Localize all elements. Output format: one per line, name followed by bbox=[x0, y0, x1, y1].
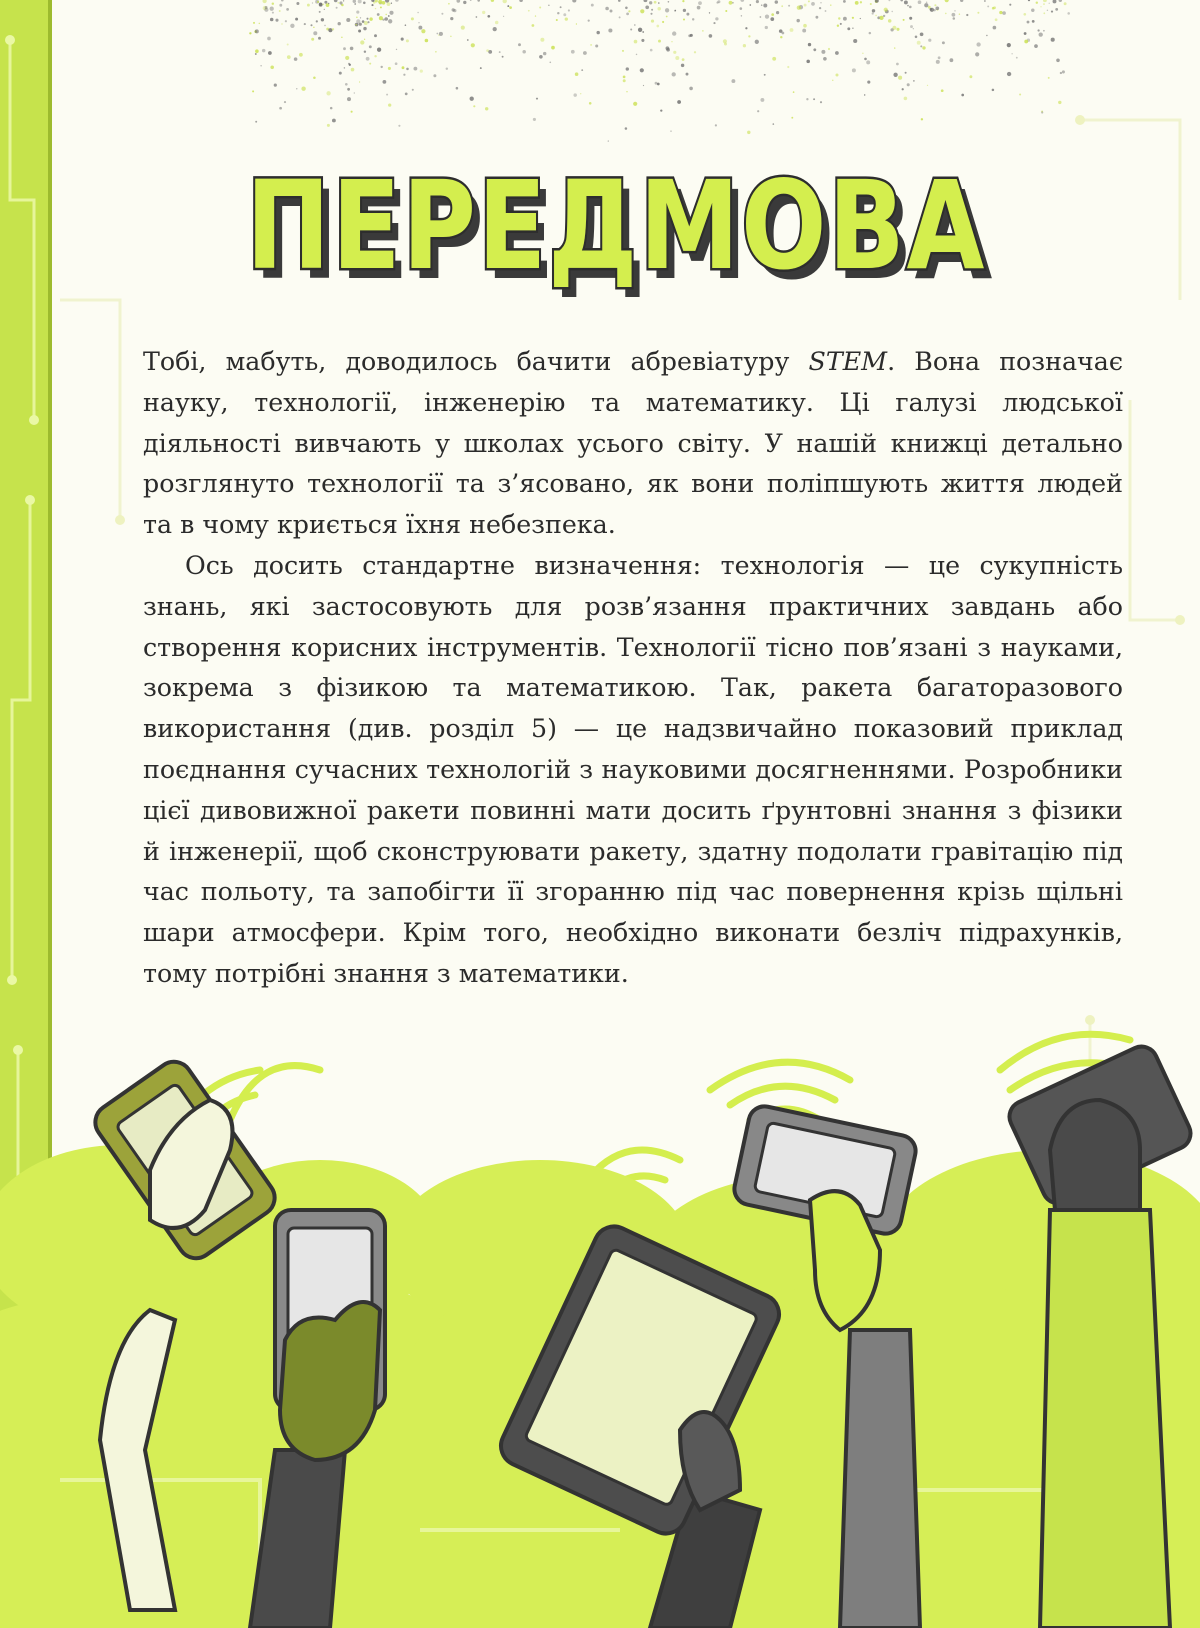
page-heading bbox=[240, 150, 1020, 300]
stem-abbreviation: STEM bbox=[808, 347, 888, 376]
paragraph-2: Ось досить стандартне визначення: технологія — це сукупність знань, які застосовують для розв’язання практичних завдань або створення корисних інструментів. Технології тісно пов’язані з науками, зокрема з фізикою та математикою. Так, ракета багаторазового використання (див. розділ 5) — це надзвичайно показовий приклад поєднання сучасних технологій з науковими досягненнями. Розробники цієї дивовижної ракети повинні мати досить ґрунтовні знання з фізики й інженерії, щоб сконструювати ракету, здатну подолати гравітацію під час польоту, та запобігти її згоранню під час повернення крізь щільні шари атмосфери. Крім того, необхідно виконати безліч підрахунків, тому потрібні знання з математики. bbox=[143, 550, 1123, 988]
paragraph-1-rest: . Вона позначає науку, технології, інженерію та математику. Ці галузі людської діяльності вивчають у школах усього світу. У нашій книжці детально розглянуто технології та з’ясовано, як вони поліпшують життя людей та в чому криється їхня небезпека. bbox=[143, 347, 1123, 540]
heading-shadow: ПЕРЕДМОВА bbox=[254, 165, 994, 300]
hands-with-devices-illustration bbox=[0, 1010, 1200, 1628]
body-text bbox=[143, 342, 1123, 995]
paragraph-1-start: Тобі, мабуть, доводилось бачити абревіатуру bbox=[143, 347, 809, 376]
paragraph-1 bbox=[143, 342, 1123, 546]
heading-title: ПЕРЕДМОВА bbox=[246, 155, 986, 297]
